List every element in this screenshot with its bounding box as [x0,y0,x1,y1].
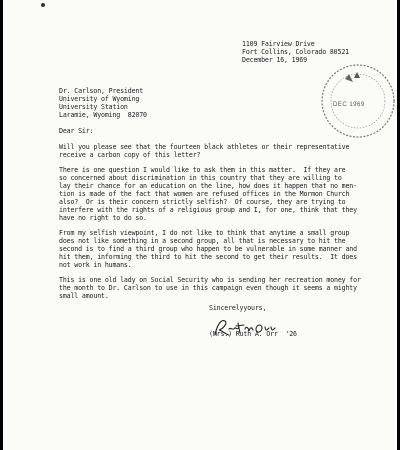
closing: Sincerelyyours, [209,304,267,312]
letter-date: December 16, 1969 [242,56,307,64]
paragraph-line: interfere with the rights of a religious group and I, for one, think that they [59,206,357,214]
paragraph-line: second is to find a third group who happen to be vulnerable in some manner and [59,245,357,253]
recipient-name: Dr. Carlson, President [59,87,144,95]
paragraph-line: the month to Dr. Carlson to use in this campaign even though it seems a mighty [59,284,357,292]
paragraph-line: not work in humans. [59,261,132,269]
recipient-station: University Station [59,103,128,111]
recipient-city: Laramie, Wyoming 82070 [59,111,147,119]
paragraph-line: lay their chance for an education on the line, how does it happen that no men- [59,182,357,190]
paragraph-line: receive a carbon copy of this letter? [59,151,201,159]
paragraph-line: tion is made of the fact that women are refused offices in the Mormon Church [59,190,350,198]
punch-mark [41,3,45,7]
received-stamp [319,62,397,140]
letter-page [3,0,397,450]
salutation: Dear Sir: [59,127,94,135]
paragraph-line: hit them, informing the third to hit the second to get their results. It does [59,253,357,261]
paragraph-line: From my selfish viewpoint, I do not like to think that anytime a small group [59,229,350,237]
paragraph-line: This is one old lady on Social Security who is sending her recreation money for [59,276,361,284]
paragraph-line: small amount. [59,292,109,300]
signature-block: (Mrs.) Ruth A. Orr '26 [209,330,297,338]
paragraph-line: also? Or is their concern strictly selfish? Of course, they are trying to [59,198,346,206]
return-address-city: Fort Collins, Colorado 80521 [242,48,349,56]
return-address-street: 1109 Fairview Drive [242,40,315,48]
recipient-org: University of Wyoming [59,95,140,103]
paragraph-line: so concerned about discrimination in this country that they are willing to [59,174,342,182]
stamp-date: DEC 1969 [333,102,365,108]
paragraph-line: does not like something in a second group, all that is necessary to hit the [59,237,346,245]
paragraph-line: There is one question I would like to ask them in this matter. If they are [59,166,346,174]
paragraph-line: Will you please see that the fourteen black athletes or their representative [59,143,350,151]
paragraph-line: have no right to do so. [59,214,147,222]
